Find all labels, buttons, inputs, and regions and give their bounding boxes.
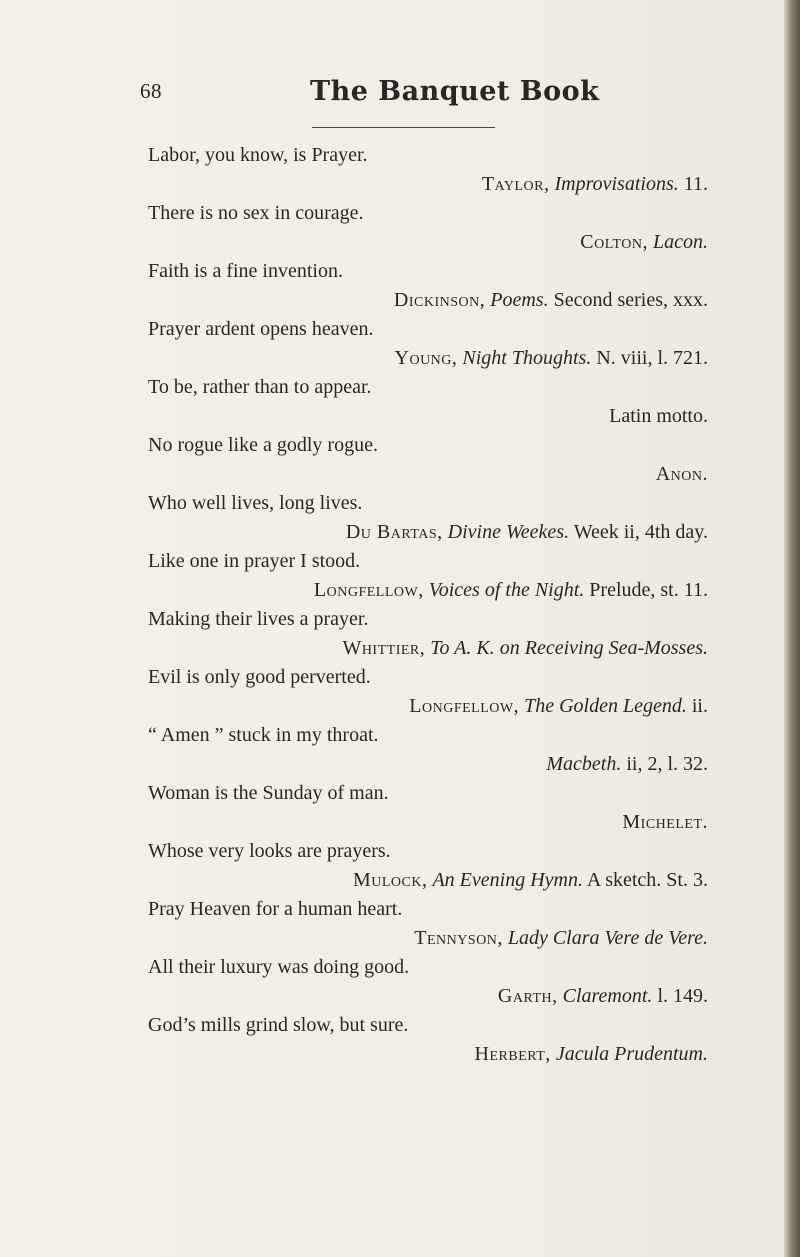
source-author: Garth, (497, 985, 558, 1007)
quotation-source (148, 1040, 708, 1069)
header-rule (312, 127, 495, 128)
quotation-text: Evil is only good perverted. (148, 666, 371, 688)
source-author: Anon. (655, 463, 708, 485)
quotation-text: “ Amen ” stuck in my throat. (148, 724, 379, 746)
quotation-text: To be, rather than to appear. (148, 376, 372, 398)
quotation-entry (148, 721, 708, 779)
source-detail: 11. (683, 173, 708, 195)
quotation-entry (148, 257, 708, 315)
quotation-entry (148, 837, 708, 895)
source-detail: Second series, xxx. (553, 289, 708, 311)
quotation-entry (148, 431, 708, 489)
source-author: Du Bartas, (345, 521, 443, 543)
quotation-entry (148, 141, 708, 199)
source-detail: l. 149. (657, 985, 708, 1007)
quotation-text: Like one in prayer I stood. (148, 550, 361, 572)
quotation-source (148, 344, 708, 373)
source-author: Mulock, (352, 869, 428, 891)
source-author: Tennyson, (414, 927, 503, 949)
source-detail: Prelude, st. 11. (589, 579, 708, 601)
quotation-text: No rogue like a godly rogue. (148, 434, 378, 456)
source-detail: Week ii, 4th day. (573, 521, 708, 543)
quotation-text: All their luxury was doing good. (148, 956, 410, 978)
source-author: Longfellow, (409, 695, 520, 717)
quotation-text: Who well lives, long lives. (148, 492, 363, 514)
source-work: Lacon. (653, 231, 708, 253)
quotation-text: Prayer ardent opens heaven. (148, 318, 374, 340)
quotation-entry (148, 663, 708, 721)
quotation-entry (148, 953, 708, 1011)
quotation-text: Making their lives a prayer. (148, 608, 369, 630)
running-title: The Banquet Book (310, 76, 600, 107)
source-work: Poems. (490, 289, 549, 311)
source-author: Herbert, (474, 1043, 551, 1065)
quotation-source (148, 576, 708, 605)
source-work: Voices of the Night. (428, 579, 585, 601)
quotation-source (148, 402, 708, 431)
quotation-entry (148, 1011, 708, 1069)
quotation-source (148, 228, 708, 257)
quotation-source (148, 518, 708, 547)
source-work: To A. K. on Receiving Sea-Mosses. (430, 637, 708, 659)
source-author: Taylor, (481, 173, 550, 195)
quotation-source (148, 750, 708, 779)
quotation-entry (148, 199, 708, 257)
quotation-source (148, 634, 708, 663)
source-work: Macbeth. (546, 753, 622, 775)
source-work: Lady Clara Vere de Vere. (507, 927, 708, 949)
source-detail: A sketch. St. 3. (586, 869, 708, 891)
source-work: Jacula Prudentum. (555, 1043, 708, 1065)
source-work: The Golden Legend. (524, 695, 687, 717)
quotation-entry (148, 547, 708, 605)
quotation-text: Woman is the Sunday of man. (148, 782, 389, 804)
quotation-text: There is no sex in courage. (148, 202, 364, 224)
quotation-source (148, 460, 708, 489)
quotation-entry (148, 373, 708, 431)
source-work: Improvisations. (554, 173, 679, 195)
quotation-entry (148, 779, 708, 837)
source-detail: ii. (691, 695, 708, 717)
source-author: Whittier, (342, 637, 426, 659)
source-author: Michelet. (622, 811, 708, 833)
source-author: Young, (394, 347, 458, 369)
page-number: 68 (140, 79, 162, 103)
page-edge-shadow (784, 0, 800, 1257)
quotation-source (148, 170, 708, 199)
quotation-text: Labor, you know, is Prayer. (148, 144, 368, 166)
source-detail: N. viii, l. 721. (596, 347, 708, 369)
source-work: Night Thoughts. (462, 347, 592, 369)
source-work: Divine Weekes. (447, 521, 570, 543)
source-author: Dickinson, (393, 289, 486, 311)
source-detail: Latin motto. (609, 405, 708, 427)
quotation-entry (148, 895, 708, 953)
quotation-entry (148, 489, 708, 547)
source-detail: ii, 2, l. 32. (626, 753, 708, 775)
quotation-text: God’s mills grind slow, but sure. (148, 1014, 409, 1036)
quotation-entry (148, 605, 708, 663)
source-work: An Evening Hymn. (432, 869, 583, 891)
quotation-source (148, 808, 708, 837)
quotation-source (148, 286, 708, 315)
source-work: Claremont. (562, 985, 653, 1007)
quotation-text: Pray Heaven for a human heart. (148, 898, 403, 920)
quotation-source (148, 866, 708, 895)
quotation-source (148, 692, 708, 721)
source-author: Longfellow, (313, 579, 424, 601)
quotation-source (148, 924, 708, 953)
quotation-text: Whose very looks are prayers. (148, 840, 391, 862)
quotation-entry (148, 315, 708, 373)
quotation-source (148, 982, 708, 1011)
quotation-text: Faith is a fine invention. (148, 260, 343, 282)
quotation-list (148, 141, 708, 1069)
source-author: Colton, (580, 231, 648, 253)
